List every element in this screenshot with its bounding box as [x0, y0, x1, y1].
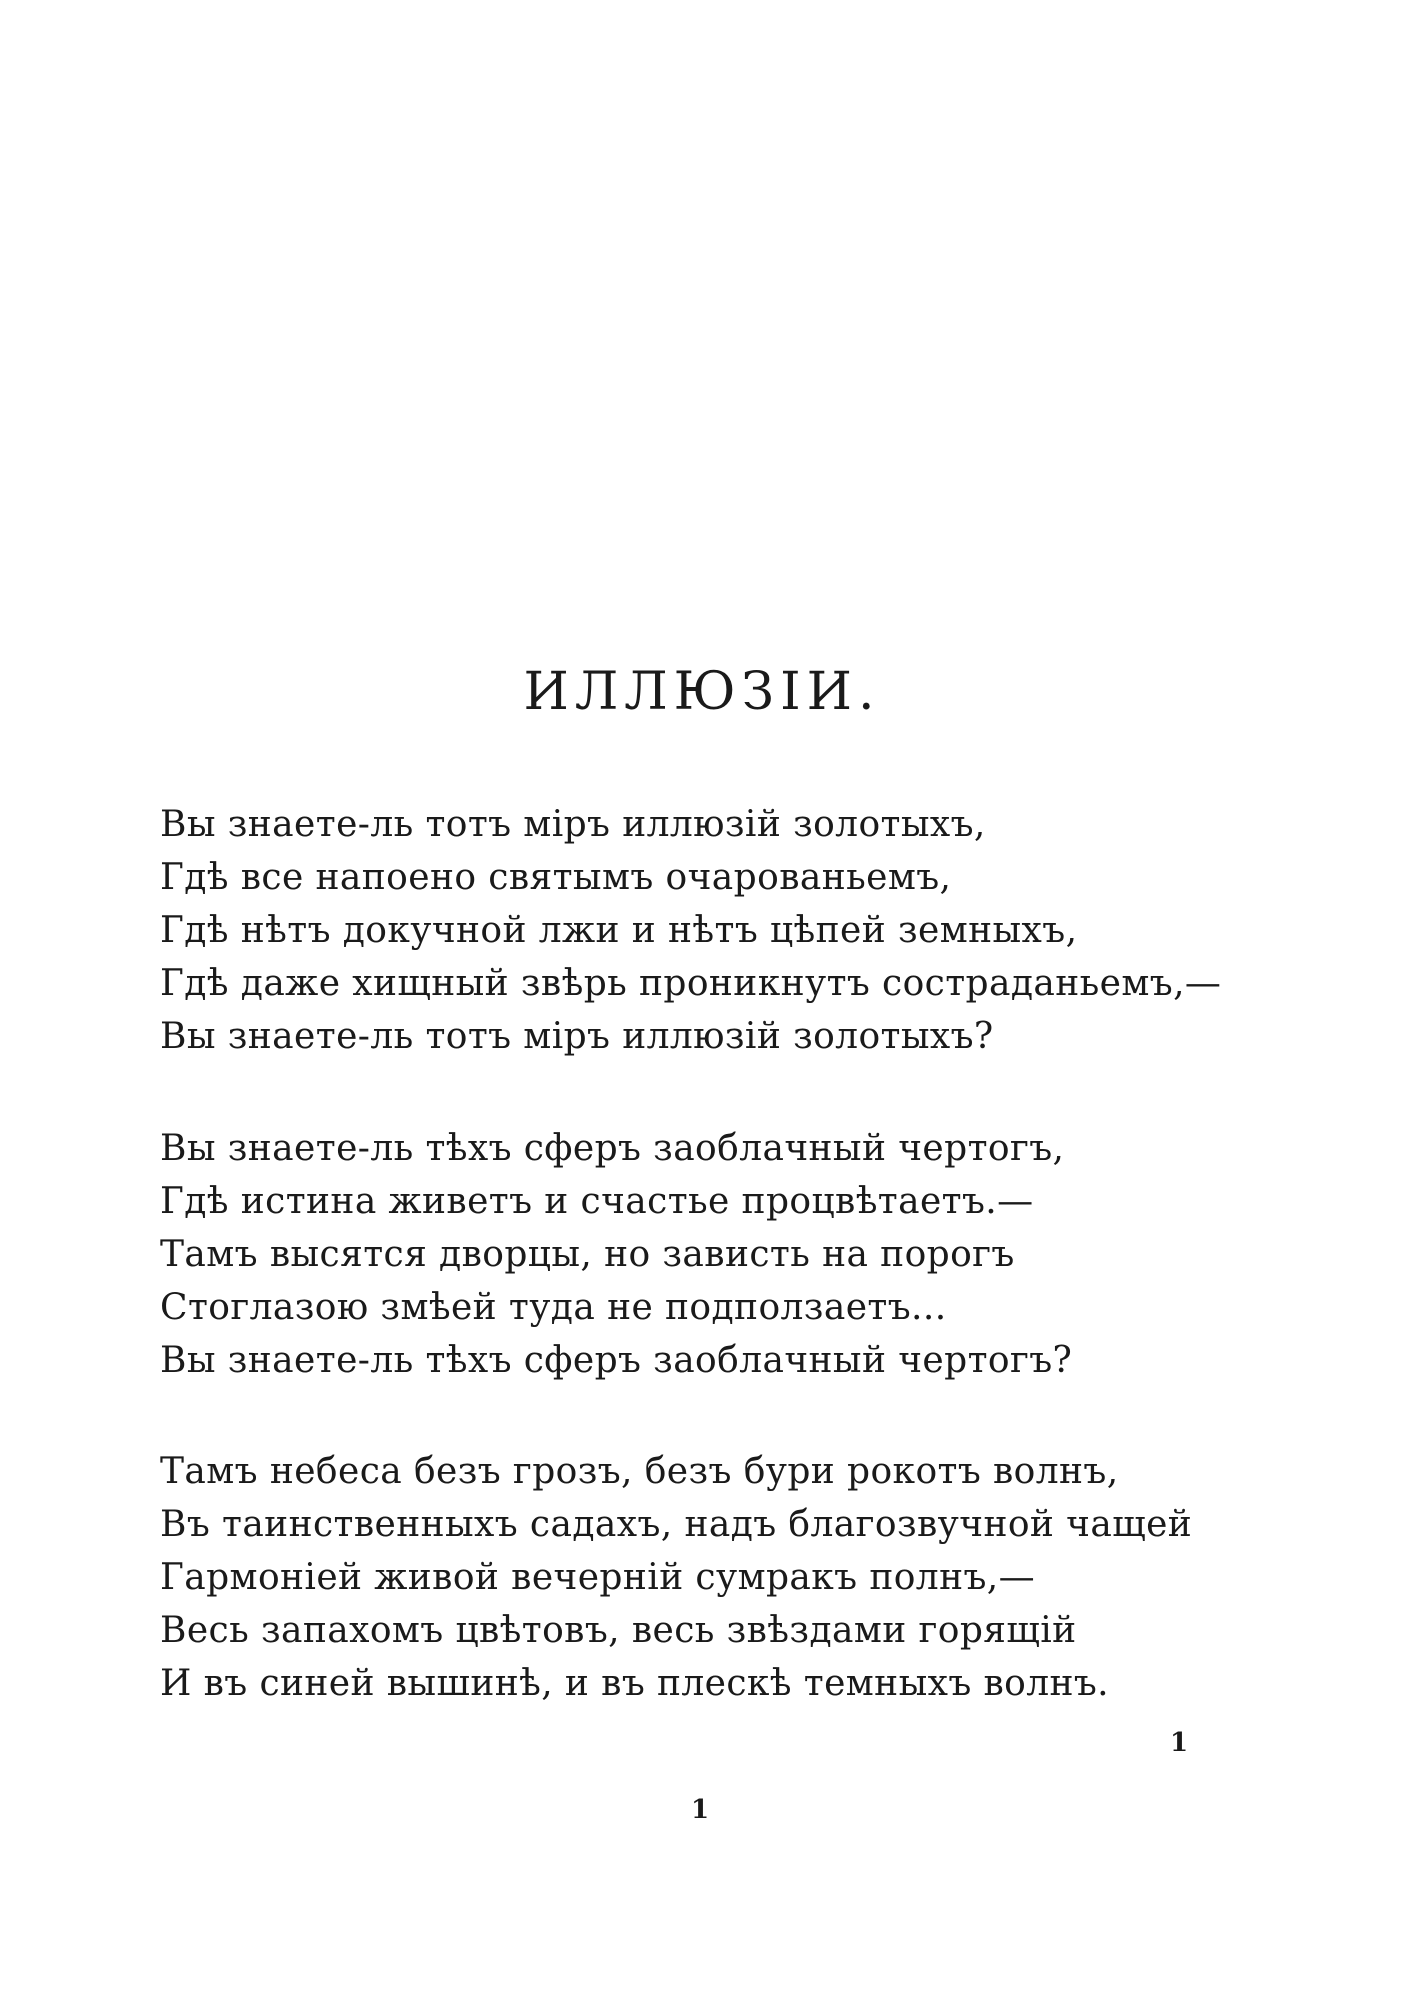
verse-line: Тамъ небеса безъ грозъ, безъ бури рокотъ волнъ,	[160, 1451, 1119, 1492]
page-number: 1	[691, 1795, 710, 1825]
stanza-2	[160, 1122, 1072, 1387]
signature-mark: 1	[1170, 1728, 1189, 1758]
verse-line: Тамъ высятся дворцы, но зависть на порогъ	[160, 1234, 1015, 1275]
poem-title: ИЛЛЮЗІИ.	[523, 662, 881, 722]
verse-line: Гдѣ истина живетъ и счастье процвѣтаетъ.—	[160, 1181, 1034, 1222]
verse-line: Въ таинственныхъ садахъ, надъ благозвучной чащей	[160, 1504, 1193, 1545]
stanza-3	[160, 1445, 1192, 1710]
verse-line: Вы знаете-ль тѣхъ сферъ заоблачный чертогъ,	[160, 1128, 1065, 1169]
verse-line: Стоглазою змѣей туда не подползаетъ...	[160, 1287, 947, 1328]
verse-line: Весь запахомъ цвѣтовъ, весь звѣздами горящій	[160, 1610, 1077, 1651]
verse-line: Вы знаете-ль тѣхъ сферъ заоблачный чертогъ?	[160, 1340, 1073, 1381]
verse-line: Гдѣ даже хищный звѣрь проникнутъ состраданьемъ,—	[160, 963, 1222, 1004]
verse-line: Гармоніей живой вечерній сумракъ полнъ,—	[160, 1557, 1036, 1598]
verse-line: И въ синей вышинѣ, и въ плескѣ темныхъ волнъ.	[160, 1663, 1110, 1704]
verse-line: Гдѣ нѣтъ докучной лжи и нѣтъ цѣпей земныхъ,	[160, 910, 1078, 951]
stanza-1	[160, 798, 1221, 1063]
verse-line: Гдѣ все напоено святымъ очарованьемъ,	[160, 857, 952, 898]
verse-line: Вы знаете-ль тотъ міръ иллюзій золотыхъ,	[160, 804, 986, 845]
verse-line: Вы знаете-ль тотъ міръ иллюзій золотыхъ?	[160, 1016, 994, 1057]
